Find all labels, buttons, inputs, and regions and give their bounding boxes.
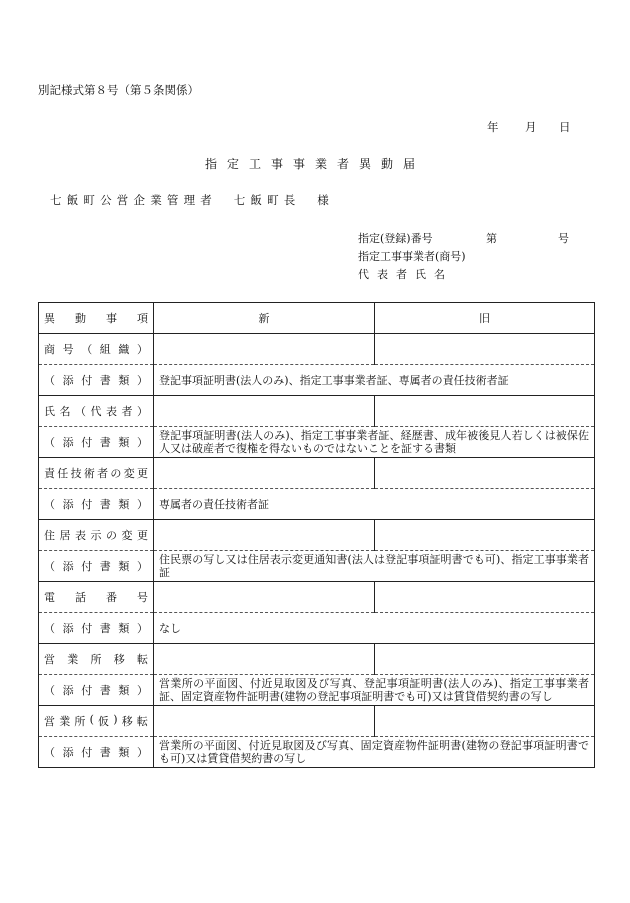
table-row <box>39 582 595 613</box>
attachment-documents-text: 登記事項証明書(法人のみ)、指定工事事業者証、専属者の責任技術者証 <box>159 373 509 387</box>
old-value-field[interactable] <box>375 706 595 737</box>
date-day-label: 日 <box>559 120 571 134</box>
date-month-label: 月 <box>525 120 537 134</box>
addressee: 七飯町公営企業管理者 七飯町長 様 <box>50 193 334 207</box>
change-item-label <box>39 582 154 613</box>
attachment-label <box>39 675 154 706</box>
change-item-text: 住 居 表 示 の 変 更 <box>44 529 148 542</box>
old-value-field[interactable] <box>375 458 595 489</box>
attachment-label-text: （ 添 付 書 類 ） <box>44 373 148 387</box>
old-value-field[interactable] <box>375 334 595 365</box>
table-row <box>39 365 595 396</box>
attachment-label-text: （ 添 付 書 類 ） <box>44 683 148 697</box>
attachment-documents <box>154 551 595 582</box>
attachment-documents-text: なし <box>159 621 181 635</box>
change-item-text: 営 業 所 移 転 <box>44 653 148 666</box>
attachment-documents <box>154 365 595 396</box>
designation-prefix: 第 <box>486 232 497 245</box>
new-value-field[interactable] <box>154 396 375 427</box>
change-item-label <box>39 334 154 365</box>
table-row <box>39 737 595 768</box>
header-change-item <box>39 303 154 334</box>
old-value-field[interactable] <box>375 520 595 551</box>
form-number: 別記様式第８号（第５条関係） <box>38 83 199 97</box>
attachment-label-text: （ 添 付 書 類 ） <box>44 621 148 635</box>
attachment-label-text: （ 添 付 書 類 ） <box>44 435 148 449</box>
attachment-documents <box>154 613 595 644</box>
date-year-label: 年 <box>487 120 499 134</box>
attachment-documents-text: 営業所の平面図、付近見取図及び写真、固定資産物件証明書(建物の登記事項証明書でも可)又は賃貸借契約書の写し <box>159 739 589 765</box>
table-row <box>39 427 595 458</box>
representative-name-label: 代表者氏名 <box>358 268 453 281</box>
representative-row <box>358 266 569 284</box>
business-name-label: 指定工事事業者(商号) <box>358 250 466 263</box>
table-row <box>39 644 595 675</box>
table-row <box>39 675 595 706</box>
attachment-label-text: （ 添 付 書 類 ） <box>44 559 148 573</box>
change-item-text: 氏 名 （ 代 表 者 ） <box>44 405 148 418</box>
designation-number-label: 指定(登録)番号 <box>358 232 433 245</box>
header-new: 新 <box>154 303 375 334</box>
change-item-text: 商 号 （ 組 織 ） <box>44 343 148 356</box>
change-item-label <box>39 706 154 737</box>
attachment-documents <box>154 675 595 706</box>
document-title: 指定工事事業者異動届 <box>204 157 425 171</box>
attachment-label <box>39 613 154 644</box>
change-item-label <box>39 644 154 675</box>
table-row <box>39 520 595 551</box>
table-row <box>39 613 595 644</box>
designation-suffix: 号 <box>558 232 569 245</box>
attachment-documents-text: 営業所の平面図、付近見取図及び写真、登記事項証明書(法人のみ)、指定工事事業者証、固定資産物件証明書(建物の登記事項証明書でも可)又は賃貸借契約書の写し <box>159 677 589 703</box>
change-item-label <box>39 396 154 427</box>
change-item-text: 電 話 番 号 <box>44 591 148 604</box>
table-row <box>39 396 595 427</box>
old-value-field[interactable] <box>375 582 595 613</box>
attachment-documents-text: 登記事項証明書(法人のみ)、指定工事事業者証、経歴書、成年被後見人若しくは被保佐人又は破産者で復権を得ないものではないことを証する書類 <box>159 429 589 455</box>
change-item-label <box>39 520 154 551</box>
date-line <box>487 119 571 135</box>
attachment-documents-text: 住民票の写し又は住居表示変更通知書(法人は登記事項証明書でも可)、指定工事事業者証 <box>159 553 589 579</box>
attachment-documents <box>154 489 595 520</box>
attachment-label-text: （ 添 付 書 類 ） <box>44 745 148 759</box>
table-row <box>39 706 595 737</box>
table-row <box>39 551 595 582</box>
change-item-text: 営 業 所 ( 仮 ) 移 転 <box>44 713 148 728</box>
attachment-label <box>39 365 154 396</box>
header-change-item-text: 異 動 事 項 <box>44 312 148 325</box>
table-row <box>39 489 595 520</box>
header-old: 旧 <box>375 303 595 334</box>
new-value-field[interactable] <box>154 582 375 613</box>
new-value-field[interactable] <box>154 520 375 551</box>
attachment-documents <box>154 427 595 458</box>
new-value-field[interactable] <box>154 644 375 675</box>
old-value-field[interactable] <box>375 396 595 427</box>
table-row <box>39 334 595 365</box>
table-row <box>39 458 595 489</box>
change-item-label <box>39 458 154 489</box>
table-body <box>39 334 595 768</box>
change-items-table <box>38 302 595 768</box>
attachment-label-text: （ 添 付 書 類 ） <box>44 497 148 511</box>
business-name-row <box>358 248 569 266</box>
attachment-label <box>39 737 154 768</box>
new-value-field[interactable] <box>154 458 375 489</box>
new-value-field[interactable] <box>154 706 375 737</box>
table-header-row <box>39 303 595 334</box>
attachment-documents <box>154 737 595 768</box>
attachment-label <box>39 551 154 582</box>
new-value-field[interactable] <box>154 334 375 365</box>
attachment-documents-text: 専属者の責任技術者証 <box>159 497 269 511</box>
change-item-text: 責 任 技 術 者 の 変 更 <box>44 467 148 480</box>
attachment-label <box>39 489 154 520</box>
designation-number-row <box>358 230 569 248</box>
old-value-field[interactable] <box>375 644 595 675</box>
sender-block <box>358 230 569 284</box>
attachment-label <box>39 427 154 458</box>
